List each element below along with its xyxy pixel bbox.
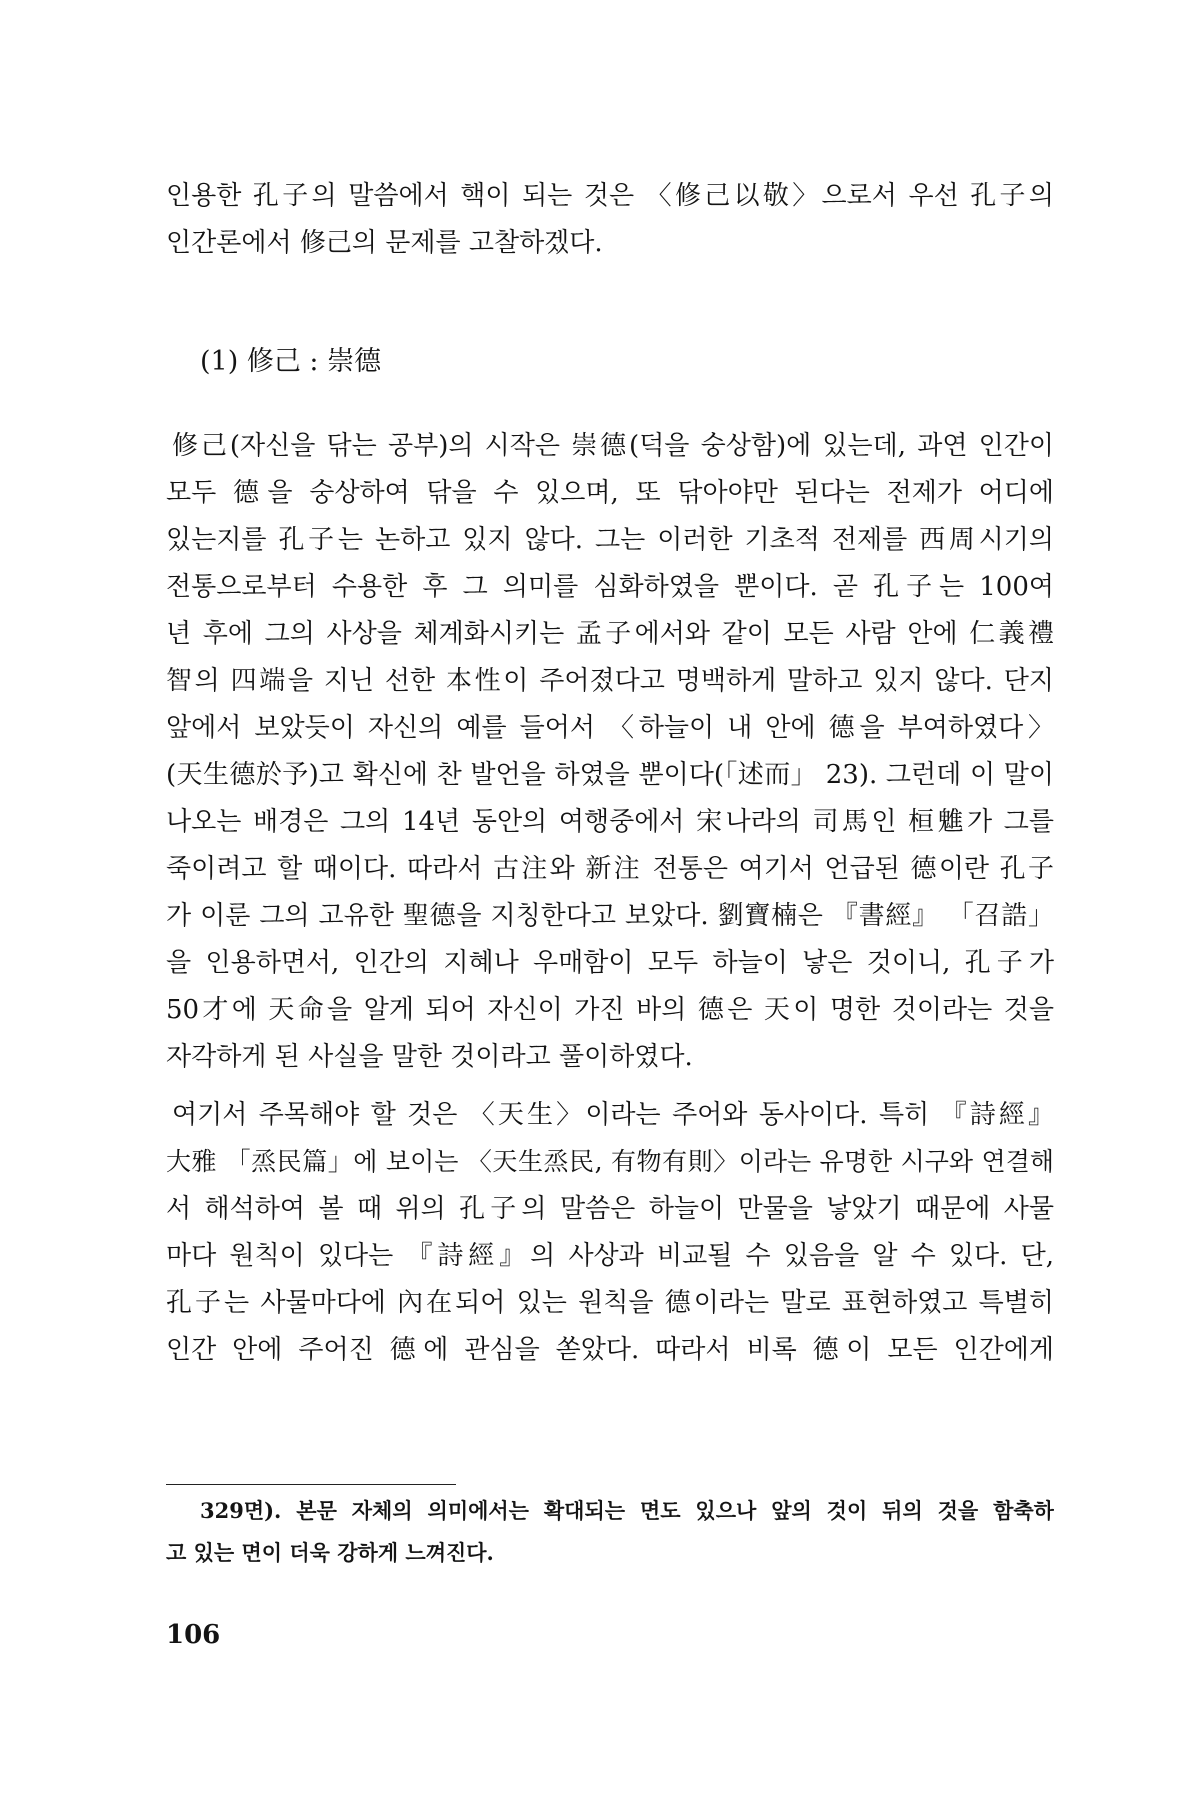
body-line: 大雅 「烝民篇」에 보이는 〈天生烝民, 有物有則〉이라는 유명한 시구와 연결해 <box>166 1147 1054 1176</box>
body-line: 나오는 배경은 그의 14년 동안의 여행중에서 宋나라의 司馬인 桓魋가 그를 <box>166 807 1054 837</box>
body-line: 있는지를 孔子는 논하고 있지 않다. 그는 이러한 기초적 전제를 西周시기의 <box>166 525 1054 555</box>
intro-line: 인간론에서 修己의 문제를 고찰하겠다. <box>166 228 603 258</box>
page-number: 106 <box>166 1620 221 1650</box>
body-line: 전통으로부터 수용한 후 그 의미를 심화하였을 뿐이다. 곧 孔子는 100여 <box>166 572 1054 602</box>
body-line: 죽이려고 할 때이다. 따라서 古注와 新注 전통은 여기서 언급된 德이란 孔子 <box>166 854 1054 884</box>
footnote-line: 329면). 본문 자체의 의미에서는 확대되는 면도 있으나 앞의 것이 뒤의 것을 함축하 <box>200 1498 1054 1523</box>
body-line: (天生德於予)고 확신에 찬 발언을 하였을 뿐이다(「述而」 23). 그런데 이 말이 <box>166 760 1054 790</box>
body-line: 앞에서 보았듯이 자신의 예를 들어서 〈하늘이 내 안에 德을 부여하였다〉 <box>166 713 1054 743</box>
footnote-rule <box>166 1484 456 1485</box>
body-line: 여기서 주목해야 할 것은 〈天生〉이라는 주어와 동사이다. 특히 『詩經』 <box>172 1100 1054 1130</box>
body-line: 마다 원칙이 있다는 『詩經』의 사상과 비교될 수 있음을 알 수 있다. 단, <box>166 1241 1054 1271</box>
body-line: 자각하게 된 사실을 말한 것이라고 풀이하였다. <box>166 1042 693 1072</box>
intro-line: 인용한 孔子의 말씀에서 핵이 되는 것은 〈修己以敬〉으로서 우선 孔子의 <box>166 181 1054 211</box>
body-line: 智의 四端을 지닌 선한 本性이 주어졌다고 명백하게 말하고 있지 않다. 단지 <box>166 666 1054 696</box>
body-line: 修己(자신을 닦는 공부)의 시작은 崇德(덕을 숭상함)에 있는데, 과연 인간이 <box>172 431 1054 461</box>
body-line: 孔子는 사물마다에 內在되어 있는 원칙을 德이라는 말로 표현하였고 특별히 <box>166 1288 1054 1318</box>
body-line: 년 후에 그의 사상을 체계화시키는 孟子에서와 같이 모든 사람 안에 仁義禮 <box>166 619 1054 649</box>
body-line: 모두 德을 숭상하여 닦을 수 있으며, 또 닦아야만 된다는 전제가 어디에 <box>166 478 1054 508</box>
footnote-line: 고 있는 면이 더욱 강하게 느껴진다. <box>166 1540 494 1565</box>
body-line: 50才에 天命을 알게 되어 자신이 가진 바의 德은 天이 명한 것이라는 것을 <box>166 995 1054 1025</box>
body-line: 서 해석하여 볼 때 위의 孔子의 말씀은 하늘이 만물을 낳았기 때문에 사물 <box>166 1194 1054 1224</box>
body-line: 인간 안에 주어진 德에 관심을 쏟았다. 따라서 비록 德이 모든 인간에게 <box>166 1335 1054 1365</box>
body-line: 가 이룬 그의 고유한 聖德을 지칭한다고 보았다. 劉寶楠은 『書經』 「召誥」 <box>166 901 1054 931</box>
section-heading: (1) 修己 : 崇德 <box>200 346 382 377</box>
body-line: 을 인용하면서, 인간의 지혜나 우매함이 모두 하늘이 낳은 것이니, 孔子가 <box>166 948 1054 978</box>
